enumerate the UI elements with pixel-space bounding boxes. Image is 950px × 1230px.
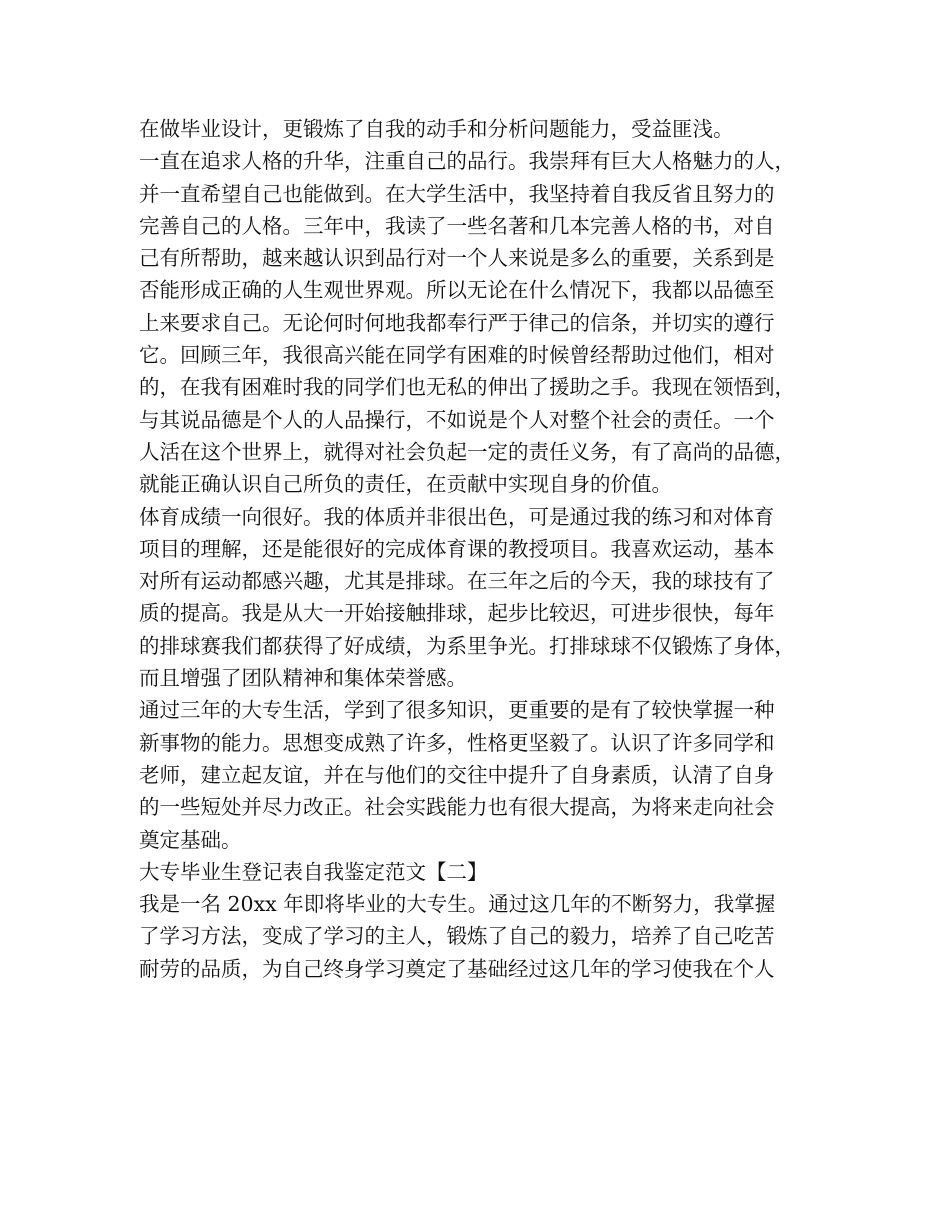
text-line: 质的提高。我是从大一开始接触排球，起步比较迟，可进步很快，每年	[139, 601, 775, 626]
text-line: 新事物的能力。思想变成熟了许多，性格更坚毅了。认识了许多同学和	[139, 730, 775, 755]
text-line: 并一直希望自己也能做到。在大学生活中，我坚持着自我反省且努力的	[139, 181, 775, 206]
text-line: 就能正确认识自己所负的责任，在贡献中实现自身的价值。	[139, 472, 672, 497]
text-line: 通过三年的大专生活，学到了很多知识，更重要的是有了较快掌握一种	[139, 698, 775, 723]
text-line: 奠定基础。	[139, 827, 242, 852]
text-line: 而且增强了团队精神和集体荣誉感。	[139, 666, 467, 691]
section-heading: 大专毕业生登记表自我鉴定范文【二】	[139, 859, 488, 884]
text-line: 与其说品德是个人的人品操行，不如说是个人对整个社会的责任。一个	[139, 407, 775, 432]
text-line: 在做毕业设计，更锻炼了自我的动手和分析问题能力，受益匪浅。	[139, 117, 734, 141]
text-line: 它。回顾三年，我很高兴能在同学有困难的时候曾经帮助过他们，相对	[139, 343, 775, 368]
text-line: 我是一名 20xx 年即将毕业的大专生。通过这几年的不断努力，我掌握	[139, 892, 776, 917]
text-line: 耐劳的品质，为自己终身学习奠定了基础经过这几年的学习使我在个人	[139, 956, 775, 981]
text-line: 一直在追求人格的升华，注重自己的品行。我崇拜有巨大人格魅力的人，	[139, 149, 795, 174]
text-line: 的一些短处并尽力改正。社会实践能力也有很大提高，为将来走向社会	[139, 795, 775, 820]
document-body	[139, 113, 829, 985]
text-line: 否能形成正确的人生观世界观。所以无论在什么情况下，我都以品德至	[139, 278, 775, 303]
text-line: 的，在我有困难时我的同学们也无私的伸出了援助之手。我现在领悟到，	[139, 375, 795, 400]
text-line: 人活在这个世界上，就得对社会负起一定的责任义务，有了高尚的品德，	[139, 439, 795, 464]
text-line: 完善自己的人格。三年中，我读了一些名著和几本完善人格的书，对自	[139, 213, 775, 238]
text-line: 己有所帮助，越来越认识到品行对一个人来说是多么的重要，关系到是	[139, 246, 775, 271]
text-line: 的排球赛我们都获得了好成绩，为系里争光。打排球球不仅锻炼了身体，	[139, 633, 795, 658]
text-line: 体育成绩一向很好。我的体质并非很出色，可是通过我的练习和对体育	[139, 504, 775, 529]
text-line: 上来要求自己。无论何时何地我都奉行严于律己的信条，并切实的遵行	[139, 310, 775, 335]
text-line: 项目的理解，还是能很好的完成体育课的教授项目。我喜欢运动，基本	[139, 536, 775, 561]
text-line: 老师，建立起友谊，并在与他们的交往中提升了自身素质，认清了自身	[139, 762, 775, 787]
text-line: 了学习方法，变成了学习的主人，锻炼了自己的毅力，培养了自己吃苦	[139, 924, 775, 949]
text-line: 对所有运动都感兴趣，尤其是排球。在三年之后的今天，我的球技有了	[139, 569, 775, 594]
